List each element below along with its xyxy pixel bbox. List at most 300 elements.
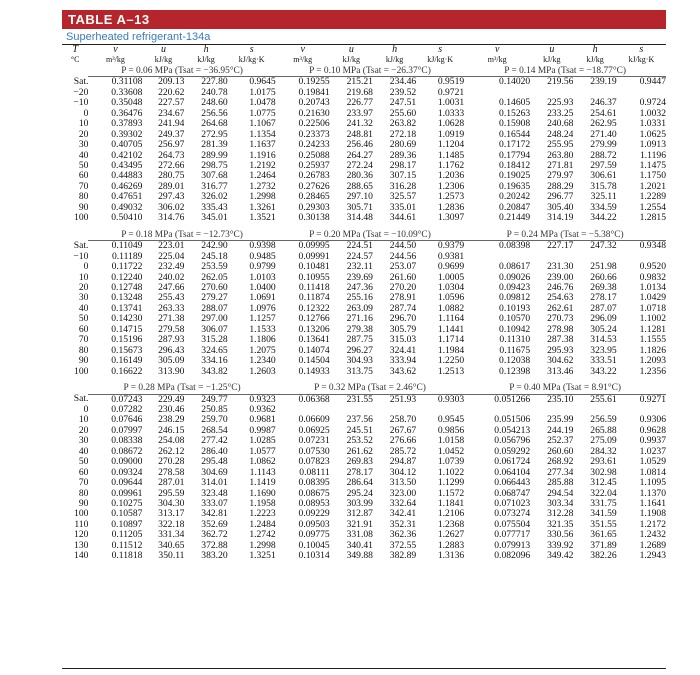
value-cell: 241.94 — [158, 119, 185, 130]
value-cell: 1.0429 — [639, 293, 666, 304]
value-cell: 294.54 — [547, 488, 574, 499]
value-cell: 1.3136 — [437, 551, 465, 562]
value-cell: 298.75 — [201, 160, 228, 171]
value-cell: 249.37 — [158, 129, 185, 140]
value-cell: 1.0175 — [249, 87, 276, 98]
value-cell: 0.068747 — [494, 488, 531, 499]
table-row — [62, 541, 666, 551]
temperature-cell: 90 — [78, 499, 89, 510]
value-cell: 342.41 — [389, 509, 417, 520]
table-row — [62, 252, 666, 262]
value-cell: 278.98 — [547, 324, 574, 335]
value-cell: 349.42 — [547, 551, 574, 562]
value-cell: 288.72 — [590, 150, 617, 161]
value-cell: 264.27 — [346, 150, 373, 161]
value-cell: 0.47651 — [111, 192, 143, 203]
temperature-cell: 20 — [78, 129, 89, 140]
value-cell: 247.66 — [158, 282, 185, 293]
value-cell: 1.2340 — [249, 356, 276, 367]
temperature-cell: 70 — [78, 335, 89, 346]
value-cell: 1.1806 — [249, 335, 276, 346]
value-cell: 1.1196 — [639, 150, 666, 161]
value-cell: 0.10481 — [298, 262, 330, 273]
value-cell: 248.60 — [201, 98, 228, 109]
value-cell: 0.09423 — [499, 282, 531, 293]
value-cell: 1.0625 — [639, 129, 666, 140]
value-cell: 278.58 — [158, 467, 185, 478]
value-cell: 0.39302 — [111, 129, 143, 140]
value-cell: 1.1750 — [639, 171, 666, 182]
value-cell: 242.90 — [201, 240, 228, 252]
temperature-cell: 130 — [74, 540, 89, 551]
temperature-cell: 110 — [74, 519, 89, 530]
value-cell: 287.75 — [346, 335, 373, 346]
value-cell: 225.93 — [547, 98, 574, 109]
value-cell — [573, 405, 616, 415]
value-cell: 1.2289 — [639, 192, 666, 203]
value-cell: 307.68 — [201, 171, 228, 182]
value-cell: 325.11 — [590, 192, 617, 203]
value-cell: 1.2464 — [249, 171, 276, 182]
value-cell: 1.1637 — [249, 140, 276, 151]
value-cell: 1.2036 — [437, 171, 465, 182]
value-cell: 312.45 — [590, 478, 617, 489]
value-cell: 0.09026 — [499, 272, 531, 283]
value-cell: 333.51 — [590, 356, 617, 367]
value-cell: 1.0739 — [437, 457, 465, 468]
value-cell: 1.1984 — [437, 345, 465, 356]
value-cell: 1.2223 — [249, 509, 276, 520]
value-cell: 263.82 — [389, 119, 417, 130]
value-cell: 0.09991 — [298, 251, 330, 262]
value-cell: 1.0577 — [249, 446, 276, 457]
value-cell: 314.19 — [547, 213, 574, 224]
value-cell: 251.93 — [389, 394, 417, 405]
value-cell: 1.3261 — [249, 202, 276, 213]
value-cell: 230.46 — [158, 404, 185, 415]
value-cell: 0.42102 — [111, 150, 143, 161]
table-row — [62, 273, 666, 283]
temperature-cell: 90 — [78, 356, 89, 367]
value-cell: 304.93 — [346, 356, 373, 367]
value-cell: 209.13 — [158, 76, 185, 88]
value-cell: 250.85 — [201, 404, 228, 415]
pressure-header-row — [62, 66, 666, 77]
temperature-cell: 30 — [78, 293, 89, 304]
value-cell: 297.43 — [158, 192, 185, 203]
column-unit: kJ/kg — [154, 55, 173, 65]
column-symbol: v — [300, 45, 305, 55]
value-cell: 278.17 — [346, 467, 373, 478]
value-cell: 0.08672 — [111, 446, 143, 457]
value-cell: 1.0005 — [437, 272, 465, 283]
pressure-label: P = 0.10 MPa (Tsat = −26.37°C) — [276, 66, 465, 77]
value-cell: 1.1714 — [437, 335, 465, 346]
temperature-cell: 70 — [78, 181, 89, 192]
table-row — [62, 551, 666, 561]
value-cell: 253.59 — [201, 262, 228, 273]
value-cell: 340.65 — [158, 540, 185, 551]
value-cell: 0.15673 — [111, 345, 143, 356]
value-cell: 0.19025 — [499, 171, 531, 182]
value-cell: 312.28 — [547, 509, 574, 520]
value-cell: 1.2627 — [437, 530, 465, 541]
value-cell: 0.27626 — [298, 181, 330, 192]
value-cell: 304.12 — [389, 467, 417, 478]
value-cell: 0.10955 — [298, 272, 330, 283]
temperature-cell: 10 — [78, 415, 89, 426]
value-cell: 0.064104 — [494, 467, 531, 478]
value-cell: 276.66 — [389, 436, 417, 447]
value-cell: 227.17 — [547, 240, 574, 252]
value-cell: 0.14605 — [499, 98, 531, 109]
value-cell: 313.90 — [158, 366, 185, 377]
value-cell: 287.01 — [158, 478, 185, 489]
value-cell: 1.1143 — [249, 467, 276, 478]
value-cell: 362.72 — [201, 530, 228, 541]
value-cell: 1.0882 — [437, 303, 465, 314]
value-cell: 233.97 — [346, 108, 373, 119]
value-cell: 1.1762 — [437, 160, 465, 171]
table-row — [62, 283, 666, 293]
value-cell: 1.0158 — [437, 436, 465, 447]
value-cell: 295.59 — [158, 488, 185, 499]
value-cell: 325.57 — [389, 192, 417, 203]
value-cell: 272.24 — [346, 160, 373, 171]
value-cell: 235.10 — [547, 394, 574, 405]
value-cell: 1.0285 — [249, 436, 276, 447]
value-cell: 303.99 — [346, 499, 373, 510]
value-cell: 294.87 — [389, 457, 417, 468]
value-cell: 1.1441 — [437, 324, 465, 335]
property-table — [62, 45, 666, 562]
value-cell: 0.22506 — [298, 119, 330, 130]
column-symbol: s — [249, 45, 254, 55]
value-cell: 262.61 — [547, 303, 574, 314]
value-cell: 280.75 — [158, 171, 185, 182]
value-cell: 223.01 — [158, 240, 185, 252]
value-cell: 305.40 — [547, 202, 574, 213]
value-cell: 298.17 — [389, 160, 417, 171]
value-cell: 0.09644 — [111, 478, 143, 489]
column-symbol: h — [203, 45, 209, 55]
value-cell: 0.43495 — [111, 160, 143, 171]
value-cell: 255.16 — [346, 293, 373, 304]
value-cell: 0.31108 — [111, 76, 143, 88]
value-cell: 344.22 — [590, 213, 617, 224]
value-cell: 1.2106 — [437, 509, 465, 520]
value-cell: 302.98 — [590, 467, 617, 478]
value-cell: 1.2603 — [249, 366, 276, 377]
value-cell: 272.18 — [389, 129, 417, 140]
value-cell: 314.76 — [158, 213, 185, 224]
value-cell: 1.1958 — [249, 499, 276, 510]
value-cell: 233.25 — [547, 108, 574, 119]
value-cell: 270.73 — [547, 314, 574, 325]
value-cell: 240.78 — [201, 87, 228, 98]
value-cell: 0.9645 — [249, 76, 276, 88]
value-cell: 316.77 — [201, 181, 228, 192]
value-cell: 1.1641 — [639, 499, 666, 510]
column-unit: kJ/kg — [586, 55, 604, 65]
value-cell: 0.17794 — [499, 150, 531, 161]
value-cell: 270.20 — [389, 282, 417, 293]
value-cell: 288.29 — [547, 181, 574, 192]
column-unit: m³/kg — [487, 55, 507, 65]
table-row — [62, 436, 666, 446]
value-cell: 264.73 — [158, 150, 185, 161]
value-cell: 231.55 — [346, 394, 373, 405]
table-row — [62, 130, 666, 140]
value-cell: 271.40 — [590, 129, 617, 140]
value-cell: 234.46 — [389, 76, 417, 88]
value-cell: 0.07231 — [298, 436, 330, 447]
value-cell: 247.32 — [590, 240, 617, 252]
column-symbol-row — [62, 45, 666, 55]
temperature-cell: 80 — [78, 345, 89, 356]
column-unit: m³/kg — [106, 55, 125, 65]
value-cell: 240.68 — [547, 119, 574, 130]
column-symbol: u — [160, 45, 166, 55]
value-cell: 255.61 — [590, 394, 617, 405]
value-cell: 315.78 — [590, 181, 617, 192]
value-cell — [530, 405, 573, 415]
value-cell: 0.17172 — [499, 140, 531, 151]
value-cell: 272.66 — [158, 160, 185, 171]
value-cell: 304.69 — [201, 467, 228, 478]
value-cell: 324.65 — [201, 345, 228, 356]
value-cell: 289.01 — [158, 181, 185, 192]
value-cell: 0.9937 — [639, 436, 666, 447]
value-cell: 1.2093 — [639, 356, 666, 367]
value-cell: 0.21449 — [499, 213, 531, 224]
value-cell: 263.33 — [158, 303, 185, 314]
value-cell: 333.07 — [201, 499, 228, 510]
value-cell: 268.92 — [547, 457, 574, 468]
temperature-cell: 20 — [78, 425, 89, 436]
table-row — [62, 447, 666, 457]
value-cell: 1.1299 — [437, 478, 465, 489]
column-symbol: h — [392, 45, 398, 55]
temperature-cell: 40 — [78, 303, 89, 314]
value-cell: 1.1572 — [437, 488, 465, 499]
value-cell: 0.11189 — [111, 251, 143, 262]
column-symbol: s — [639, 45, 644, 55]
value-cell: 0.08338 — [111, 436, 143, 447]
value-cell: 296.27 — [346, 345, 373, 356]
value-cell: 1.2432 — [639, 530, 666, 541]
value-cell: 267.67 — [389, 425, 417, 436]
value-cell: 352.31 — [389, 519, 417, 530]
value-cell: 0.9856 — [437, 425, 465, 436]
temperature-cell: 60 — [78, 324, 89, 335]
temperature-cell: 40 — [78, 150, 89, 161]
column-unit: m³/kg — [293, 55, 313, 65]
value-cell: 219.56 — [547, 76, 574, 88]
value-cell: 0.11675 — [499, 345, 531, 356]
value-cell: 255.43 — [158, 293, 185, 304]
value-cell: 0.07997 — [111, 425, 143, 436]
value-cell: 0.9832 — [639, 272, 666, 283]
value-cell: 312.87 — [346, 509, 373, 520]
value-cell: 0.056796 — [494, 436, 531, 447]
value-cell: 1.1419 — [249, 478, 276, 489]
value-cell: 1.2689 — [639, 540, 666, 551]
value-cell: 372.88 — [201, 540, 228, 551]
value-cell: 287.38 — [547, 335, 574, 346]
value-cell: 0.11874 — [298, 293, 330, 304]
temperature-cell: 120 — [74, 530, 89, 541]
value-cell: 0.9485 — [249, 251, 276, 262]
column-symbol: h — [592, 45, 598, 55]
value-cell: 306.07 — [201, 324, 228, 335]
value-cell: 263.80 — [547, 150, 574, 161]
value-cell: 313.50 — [389, 478, 417, 489]
pressure-label: P = 0.32 MPa (Tsat = 2.46°C) — [276, 383, 465, 394]
value-cell: 0.50410 — [111, 213, 143, 224]
value-cell: 0.9519 — [437, 76, 465, 88]
value-cell: 331.34 — [158, 530, 185, 541]
pressure-header-row — [62, 230, 666, 241]
value-cell: 253.52 — [346, 436, 373, 447]
value-cell: 245.51 — [346, 425, 373, 436]
value-cell: 271.16 — [346, 314, 373, 325]
value-cell: 341.59 — [590, 509, 617, 520]
value-cell: 1.2513 — [437, 366, 465, 377]
value-cell: 260.66 — [590, 272, 617, 283]
value-cell: 0.10942 — [499, 324, 531, 335]
table-row — [62, 151, 666, 161]
value-cell: 0.13248 — [111, 293, 143, 304]
temperature-cell: Sat. — [73, 240, 89, 251]
value-cell: 279.58 — [158, 324, 185, 335]
value-cell: 0.19841 — [298, 87, 330, 98]
value-cell — [464, 88, 530, 98]
table-row — [62, 520, 666, 530]
value-cell: 1.0103 — [249, 272, 276, 283]
value-cell: 0.9721 — [437, 87, 465, 98]
table-row — [62, 335, 666, 345]
value-cell: 234.67 — [158, 108, 185, 119]
value-cell — [573, 252, 616, 262]
value-cell: 1.0304 — [437, 282, 465, 293]
value-cell: 0.35048 — [111, 98, 143, 109]
value-cell: 269.83 — [346, 457, 373, 468]
value-cell: 279.38 — [346, 324, 373, 335]
table-row — [62, 346, 666, 356]
table-row — [62, 293, 666, 303]
temperature-cell: 50 — [78, 314, 89, 325]
value-cell: 232.49 — [158, 262, 185, 273]
column-unit: kJ/kg — [543, 55, 561, 65]
value-cell: 288.07 — [201, 303, 228, 314]
value-cell: 280.36 — [346, 171, 373, 182]
table-row — [62, 171, 666, 181]
value-cell: 279.27 — [201, 293, 228, 304]
value-cell: 0.9398 — [249, 240, 276, 252]
value-cell: 0.11205 — [111, 530, 143, 541]
value-cell: 254.61 — [590, 108, 617, 119]
value-cell: 1.1485 — [437, 150, 465, 161]
value-cell: 343.82 — [201, 366, 228, 377]
value-cell: 0.20743 — [298, 98, 330, 109]
value-cell: 227.57 — [158, 98, 185, 109]
table-row — [62, 457, 666, 467]
column-symbol: u — [549, 45, 555, 55]
value-cell: 0.08398 — [499, 240, 531, 252]
value-cell: 297.00 — [201, 314, 228, 325]
value-cell — [530, 252, 573, 262]
value-cell: 0.46269 — [111, 181, 143, 192]
table-row — [62, 478, 666, 488]
value-cell: 262.05 — [201, 272, 228, 283]
value-cell: 0.12748 — [111, 282, 143, 293]
value-cell: 1.1370 — [639, 488, 666, 499]
value-cell — [464, 252, 530, 262]
value-cell: 246.37 — [590, 98, 617, 109]
value-cell: 285.88 — [547, 478, 574, 489]
temperature-cell: 10 — [78, 119, 89, 130]
value-cell: 295.48 — [201, 457, 228, 468]
value-cell: 1.0333 — [437, 108, 465, 119]
value-cell: 241.32 — [346, 119, 373, 130]
value-cell: 0.066443 — [494, 478, 531, 489]
value-cell: 1.1095 — [639, 478, 666, 489]
value-cell: 227.80 — [201, 76, 228, 88]
value-cell: 343.62 — [389, 366, 417, 377]
value-cell: 343.22 — [590, 366, 617, 377]
value-cell: 295.93 — [547, 345, 574, 356]
value-cell: 239.19 — [590, 76, 617, 88]
value-cell: 279.97 — [547, 171, 574, 182]
value-cell — [373, 405, 416, 415]
value-cell: 0.14715 — [111, 324, 143, 335]
pressure-label: P = 0.24 MPa (Tsat = −5.38°C) — [464, 230, 666, 241]
value-cell: 0.9306 — [639, 415, 666, 426]
value-cell: 0.13206 — [298, 324, 330, 335]
value-cell: 0.30138 — [298, 213, 330, 224]
value-cell: 0.9799 — [249, 262, 276, 273]
value-cell: 0.08111 — [299, 467, 330, 478]
value-cell: 231.30 — [547, 262, 574, 273]
temperature-cell: 20 — [78, 282, 89, 293]
value-cell: 1.2356 — [639, 366, 666, 377]
value-cell: 315.03 — [389, 335, 417, 346]
value-cell: 0.14504 — [298, 356, 330, 367]
column-unit: kJ/kg — [385, 55, 404, 65]
value-cell: 224.51 — [346, 240, 373, 252]
value-cell: 0.12240 — [111, 272, 143, 283]
value-cell: 244.50 — [389, 240, 417, 252]
column-symbol: v — [494, 45, 500, 55]
value-cell: 1.3521 — [249, 213, 276, 224]
column-symbol: v — [113, 45, 118, 55]
table-row — [62, 98, 666, 108]
value-cell: 256.97 — [158, 140, 185, 151]
value-cell — [617, 88, 666, 98]
value-cell: 261.62 — [346, 446, 373, 457]
value-cell: 0.09229 — [298, 509, 330, 520]
value-cell: 321.91 — [346, 519, 373, 530]
value-cell: 271.38 — [158, 314, 185, 325]
value-cell: 1.1916 — [249, 150, 276, 161]
value-cell: 0.10570 — [499, 314, 531, 325]
value-cell: 0.09000 — [111, 457, 143, 468]
value-cell: 382.26 — [590, 551, 617, 562]
value-cell: 0.28465 — [298, 192, 330, 203]
value-cell: 0.051266 — [494, 394, 531, 405]
value-cell: 258.70 — [389, 415, 417, 426]
